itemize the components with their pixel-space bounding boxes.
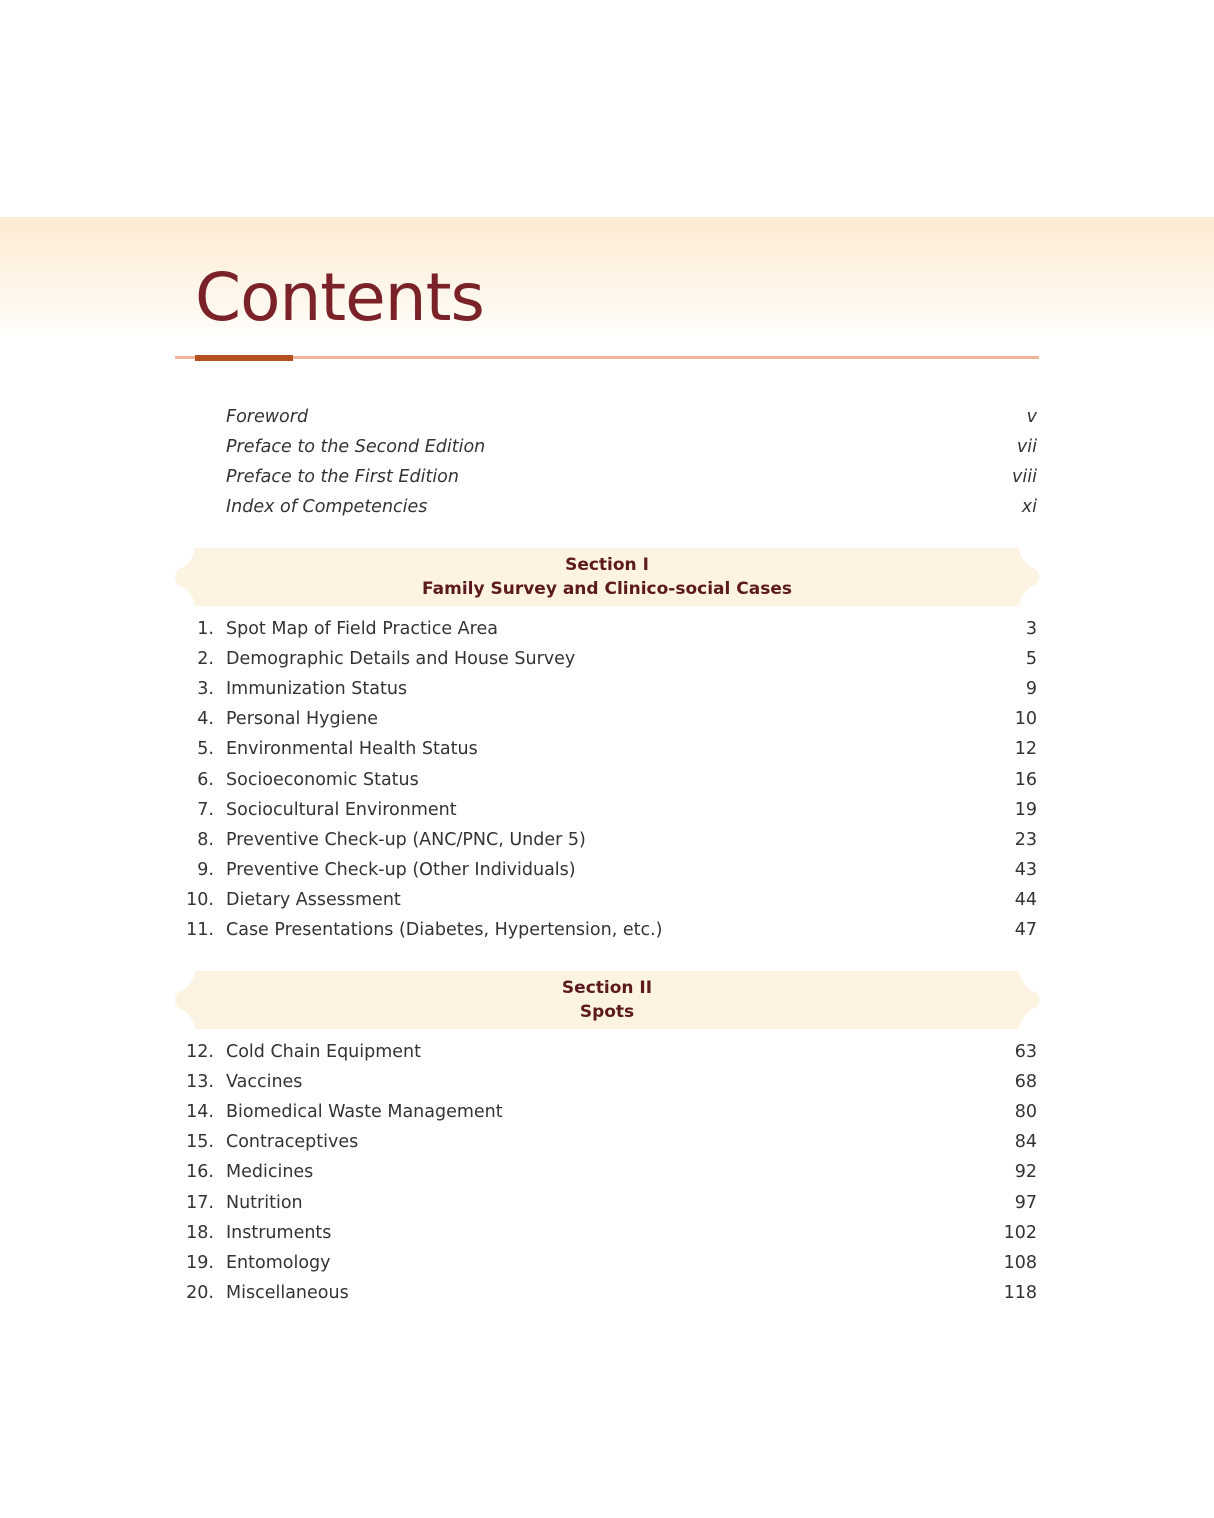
entry-page: 68 — [1014, 1072, 1037, 1093]
entry-number: 3. — [197, 679, 214, 700]
entry-page: 118 — [1003, 1282, 1037, 1303]
entry-number: 9. — [197, 859, 214, 880]
entry-title: Foreword — [226, 407, 309, 427]
entry-page: 9 — [1025, 679, 1037, 700]
entry-number: 2. — [197, 649, 214, 670]
toc-entry[interactable] — [175, 1157, 1037, 1187]
entry-page: 92 — [1014, 1162, 1037, 1183]
section-banner — [175, 548, 1039, 606]
entry-page: 23 — [1014, 829, 1037, 850]
page-title: Contents — [195, 259, 484, 336]
entry-title: Socioeconomic Status — [226, 769, 419, 790]
toc-entry[interactable] — [175, 462, 1037, 492]
section-banner — [175, 971, 1039, 1029]
entry-page: 43 — [1014, 859, 1037, 880]
toc-entry[interactable] — [175, 855, 1037, 885]
entry-page: 16 — [1014, 769, 1037, 790]
entry-page: 44 — [1014, 889, 1037, 910]
entry-title: Index of Competencies — [226, 497, 428, 517]
entry-title: Demographic Details and House Survey — [226, 649, 576, 670]
section-subtitle: Family Survey and Clinico-social Cases — [422, 579, 792, 599]
entry-title: Vaccines — [226, 1072, 303, 1093]
entry-title: Preventive Check-up (ANC/PNC, Under 5) — [226, 829, 586, 850]
toc-entry[interactable] — [175, 1037, 1037, 1067]
toc-entry[interactable] — [175, 1188, 1037, 1218]
entry-number: 14. — [186, 1102, 214, 1123]
entry-page: 10 — [1014, 709, 1037, 730]
entry-page: 97 — [1014, 1192, 1037, 1213]
entry-title: Cold Chain Equipment — [226, 1042, 422, 1062]
entry-number: 15. — [186, 1132, 214, 1153]
entry-page: v — [1026, 407, 1037, 427]
toc-entry[interactable] — [175, 1248, 1037, 1278]
toc-entry[interactable] — [175, 915, 1037, 945]
entry-number: 7. — [197, 799, 214, 820]
entry-number: 18. — [186, 1222, 214, 1243]
entry-page: xi — [1021, 497, 1037, 517]
toc-entry[interactable] — [175, 402, 1037, 432]
entry-number: 10. — [186, 889, 214, 910]
entry-title: Environmental Health Status — [226, 739, 478, 760]
entry-title: Case Presentations (Diabetes, Hypertension, etc.) — [226, 920, 663, 940]
entry-title: Instruments — [226, 1222, 332, 1243]
entry-title: Spot Map of Field Practice Area — [226, 619, 498, 639]
entry-number: 16. — [186, 1162, 214, 1183]
entry-number: 1. — [197, 619, 214, 639]
entry-title: Miscellaneous — [226, 1282, 349, 1303]
entry-title: Contraceptives — [226, 1132, 359, 1153]
toc-entry[interactable] — [175, 734, 1037, 764]
entry-title: Personal Hygiene — [226, 709, 379, 730]
entry-page: viii — [1012, 467, 1037, 487]
entry-title: Preventive Check-up (Other Individuals) — [226, 859, 576, 880]
entry-page: 80 — [1014, 1102, 1037, 1123]
entry-page: 5 — [1025, 649, 1037, 670]
entry-number: 11. — [186, 920, 214, 940]
entry-number: 5. — [197, 739, 214, 760]
entry-page: 63 — [1014, 1042, 1037, 1062]
entry-title: Preface to the First Edition — [226, 467, 459, 487]
entry-page: 3 — [1025, 619, 1037, 639]
section-heading: Section I — [565, 555, 649, 575]
entry-page: 102 — [1003, 1222, 1037, 1243]
toc-entry[interactable] — [175, 614, 1037, 644]
entry-title: Biomedical Waste Management — [226, 1102, 503, 1123]
entry-number: 19. — [186, 1252, 214, 1273]
entry-title: Dietary Assessment — [226, 889, 401, 910]
entry-title: Medicines — [226, 1162, 314, 1183]
entry-number: 17. — [186, 1192, 214, 1213]
entry-number: 12. — [186, 1042, 214, 1062]
entry-page: 12 — [1014, 739, 1037, 760]
toc-entry[interactable] — [175, 492, 1037, 522]
entry-number: 13. — [186, 1072, 214, 1093]
entry-title: Immunization Status — [226, 679, 408, 700]
entry-number: 4. — [197, 709, 214, 730]
header-band — [0, 217, 1214, 337]
toc-entry[interactable] — [175, 704, 1037, 734]
section-heading: Section II — [561, 978, 653, 998]
toc-entry[interactable] — [175, 795, 1037, 825]
toc-entry[interactable] — [175, 825, 1037, 855]
entry-title: Preface to the Second Edition — [226, 437, 486, 457]
entry-title: Sociocultural Environment — [226, 799, 457, 820]
entry-title: Entomology — [226, 1252, 331, 1273]
entry-number: 20. — [186, 1282, 214, 1303]
toc-entry[interactable] — [175, 1218, 1037, 1248]
toc-entry[interactable] — [175, 885, 1037, 915]
entry-title: Nutrition — [226, 1192, 303, 1213]
entry-number: 6. — [197, 769, 214, 790]
toc-entry[interactable] — [175, 765, 1037, 795]
entry-page: 19 — [1014, 799, 1037, 820]
section-subtitle: Spots — [579, 1002, 635, 1022]
toc-entry[interactable] — [175, 674, 1037, 704]
entry-page: 84 — [1014, 1132, 1037, 1153]
entry-page: 47 — [1014, 920, 1037, 940]
toc-entry[interactable] — [175, 1278, 1037, 1308]
toc-entry[interactable] — [175, 432, 1037, 462]
toc-entry[interactable] — [175, 644, 1037, 674]
entry-page: 108 — [1003, 1252, 1037, 1273]
title-rule-accent — [195, 355, 293, 361]
entry-page: vii — [1016, 437, 1037, 457]
title-rule — [175, 356, 1039, 359]
toc-entry[interactable] — [175, 1067, 1037, 1097]
toc-entry[interactable] — [175, 1127, 1037, 1157]
entry-number: 8. — [197, 829, 214, 850]
toc-entry[interactable] — [175, 1097, 1037, 1127]
